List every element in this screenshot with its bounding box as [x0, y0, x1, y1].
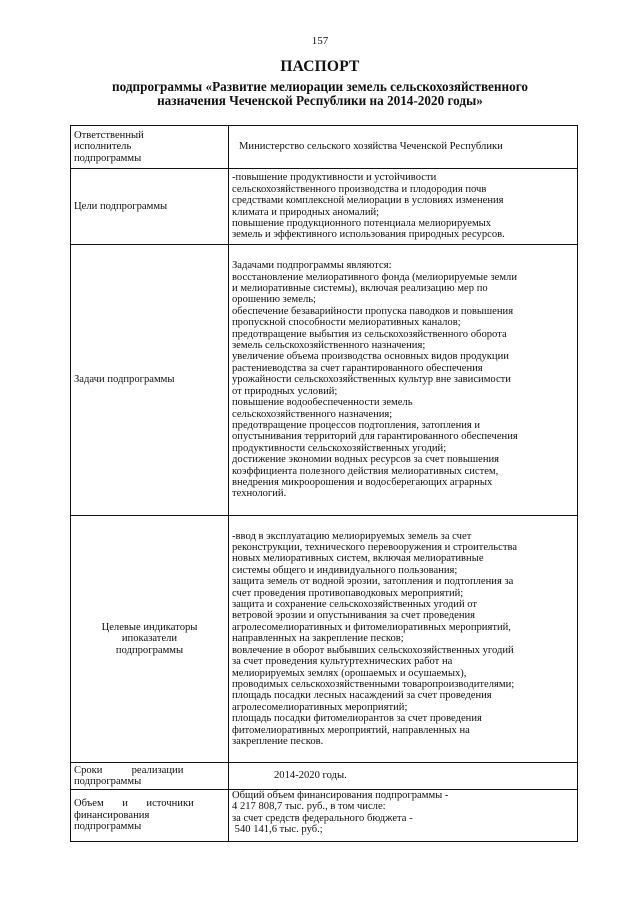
- table-row: [71, 516, 578, 763]
- value-line: за счет средств федерального бюджета -: [232, 812, 413, 824]
- value-line: фитомелиоративных мероприятий, направленных на: [232, 724, 470, 736]
- value-line: повышение продукционного потенциала мелиорируемых: [232, 217, 492, 229]
- table-row: [71, 245, 578, 516]
- row-label-tasks: [71, 245, 229, 516]
- value-line: Общий объем финансирования подпрограммы -: [232, 790, 449, 801]
- label-line: Объем и источники: [74, 798, 194, 810]
- value-line: агролесомелиоративных и фитомелиоративных мероприятий,: [232, 621, 511, 633]
- value-line: новых мелиоративных систем, включая мелиоративные: [232, 553, 484, 565]
- document-subtitle: [70, 80, 570, 108]
- value-line: агролесомелиоративных мероприятий;: [232, 701, 408, 713]
- value-line: 2014-2020 годы.: [274, 770, 347, 782]
- value-line: восстановление мелиоративного фонда (мелиорируемые земли: [232, 271, 517, 283]
- value-line: -ввод в эксплуатацию мелиорируемых земель за счет: [232, 530, 472, 542]
- label-line: Цели подпрограммы: [74, 200, 168, 212]
- value-line: обеспечение безаварийности пропуска паводков и повышения: [232, 305, 514, 317]
- value-line: предотвращение процессов подтопления, затопления и: [232, 419, 481, 431]
- row-value-terms: [229, 763, 578, 790]
- value-line: вовлечение в оборот выбывших сельскохозяйственных угодий: [232, 644, 514, 656]
- value-line: и мелиоративные системы), включая реализацию мер по: [232, 283, 488, 295]
- value-line: Задачами подпрограммы являются:: [232, 260, 392, 272]
- label-line: Ответственный: [74, 129, 144, 141]
- passport-table: [70, 125, 578, 842]
- value-line: достижение экономии водных ресурсов за счет повышения: [232, 454, 500, 466]
- value-line: климата и природных аномалий;: [232, 206, 380, 218]
- value-line: сельскохозяйственного производства и плодородия почв: [232, 183, 487, 195]
- subtitle-line: подпрограммы «Развитие мелиорации земель сельскохозяйственного: [112, 79, 528, 94]
- table-row: [71, 169, 578, 245]
- label-line: Сроки реализации: [74, 764, 184, 776]
- row-value-funding: [229, 790, 578, 842]
- value-line: защита и сохранение сельскохозяйственных угодий от: [232, 599, 478, 611]
- value-line: повышение водообеспеченности земель: [232, 397, 413, 409]
- value-line: за счет проведения культуртехнических работ на: [232, 656, 453, 668]
- value-line: направленных на закрепление песков;: [232, 633, 404, 645]
- subtitle-line: назначения Чеченской Республики на 2014-2020 годы»: [157, 93, 483, 108]
- row-value-indicators: [229, 516, 578, 763]
- row-label-responsible: [71, 126, 229, 169]
- label-line: исполнитель: [74, 141, 132, 153]
- row-label-indicators: [71, 516, 229, 763]
- value-line: пропускной способности мелиоративных каналов;: [232, 317, 461, 329]
- page-number: 157: [311, 35, 329, 47]
- value-line: растениеводства за счет гарантированного обеспечения: [232, 362, 483, 374]
- value-line: проводимых сельскохозяйственными товаропроизводителями;: [232, 678, 515, 690]
- value-line: 540 141,6 тыс. руб.;: [232, 824, 323, 836]
- value-line: технологий.: [232, 488, 287, 500]
- document-title: ПАСПОРТ: [280, 58, 360, 75]
- label-line: ипоказатели: [121, 633, 178, 645]
- value-line: внедрения микроорошения и водосберегающих аграрных: [232, 476, 493, 488]
- row-label-goals: [71, 169, 229, 245]
- value-line: площадь посадки фитомелиорантов за счет проведения: [232, 713, 482, 725]
- label-line: подпрограммы: [115, 644, 184, 656]
- value-line: системы общего и индивидуального пользования;: [232, 564, 458, 576]
- value-line: площадь посадки лесных насаждений за счет проведения: [232, 690, 492, 702]
- value-line: от природных условий;: [232, 385, 338, 397]
- value-line: предотвращение выбытия из сельскохозяйственного оборота: [232, 328, 507, 340]
- row-value-tasks: [229, 245, 578, 516]
- row-label-funding: [71, 790, 229, 842]
- value-line: 4 217 808,7 тыс. руб., в том числе:: [232, 801, 386, 813]
- value-line: коэффициента полезного действия мелиоративных систем,: [232, 465, 499, 477]
- table-row: [71, 763, 578, 790]
- row-value-goals: [229, 169, 578, 245]
- label-line: финансирования: [74, 809, 150, 821]
- label-line: подпрограммы: [74, 821, 142, 833]
- value-line: орошению земель;: [232, 294, 317, 306]
- value-line: счет проведения противопаводковых мероприятий;: [232, 587, 464, 599]
- table-row: [71, 790, 578, 842]
- value-line: увеличение объема производства основных видов продукции: [232, 351, 509, 363]
- value-line: земель сельскохозяйственного назначения;: [232, 340, 426, 352]
- row-value-responsible: [229, 126, 578, 169]
- value-line: -повышение продуктивности и устойчивости: [232, 172, 437, 184]
- label-line: Целевые индикаторы: [101, 621, 198, 633]
- value-line: продуктивности сельскохозяйственных угодий;: [232, 442, 447, 454]
- value-line: Министерство сельского хозяйства Чеченской Республики: [239, 141, 503, 153]
- table-row: [71, 126, 578, 169]
- value-line: ветровой эрозии и опустынивания за счет проведения: [232, 610, 476, 622]
- value-line: средствами комплексной мелиорации в условиях изменения: [232, 195, 504, 207]
- value-line: закрепление песков.: [232, 735, 324, 747]
- value-line: урожайности сельскохозяйственных культур вне зависимости: [232, 374, 511, 386]
- value-line: сельскохозяйственного назначения;: [232, 408, 393, 420]
- label-line: Задачи подпрограммы: [74, 374, 175, 386]
- label-line: подпрограммы: [74, 152, 142, 164]
- value-line: защита земель от водной эрозии, затопления и подтопления за: [232, 576, 514, 588]
- row-label-terms: [71, 763, 229, 790]
- value-line: земель и эффективного использования природных ресурсов.: [232, 229, 505, 241]
- value-line: реконструкции, технического перевооружения и строительства: [232, 542, 518, 554]
- value-line: опустынивания территорий для гарантированного обеспечения: [232, 431, 518, 443]
- label-line: подпрограммы: [74, 776, 142, 787]
- value-line: мелиорируемых землях (орошаемых и осушаемых),: [232, 667, 467, 679]
